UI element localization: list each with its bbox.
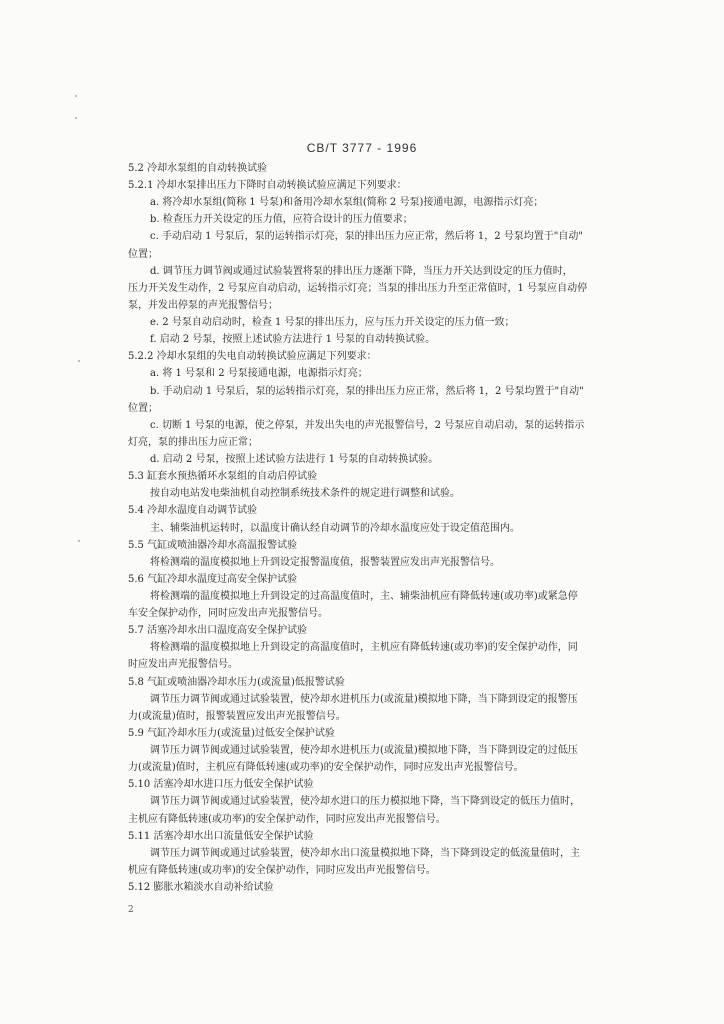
text-line: 5.11 活塞冷却水出口流量低安全保护试验 bbox=[128, 831, 314, 842]
text-line: 时应发出声光报警信号。 bbox=[128, 659, 238, 670]
text-line: 压力开关发生动作，2 号泵应自动启动，运转指示灯亮；当泵的排出压力升至正常值时，1 号泵应自动停 bbox=[128, 283, 588, 294]
text-line: d. 调节压力调节阀或通过试验装置将泵的排出压力逐渐下降，当压力开关达到设定的压力值时， bbox=[150, 266, 573, 277]
text-line: 5.2.2 冷却水泵组的失电自动转换试验应满足下列要求： bbox=[128, 351, 377, 362]
text-line: 5.4 冷却水温度自动调节试验 bbox=[128, 505, 258, 516]
text-line: 力(或流量)值时，主机应有降低转速(或功率)的安全保护动作，同时应发出声光报警信号。 bbox=[128, 762, 524, 773]
text-line: 5.8 气缸或喷油器冷却水压力(或流量)低报警试验 bbox=[128, 677, 345, 688]
text-line: 调节压力调节阀或通过试验装置，使冷却水出口流量模拟地下降，当下降到设定的低流量值时，主 bbox=[150, 848, 580, 859]
text-line: 5.7 活塞冷却水出口温度高安全保护试验 bbox=[128, 625, 308, 636]
binding-mark bbox=[75, 117, 77, 119]
text-line: 5.12 膨胀水箱淡水自动补给试验 bbox=[128, 882, 274, 893]
text-line: 机应有降低转速(或功率)的安全保护动作，同时应发出声光报警信号。 bbox=[128, 865, 436, 876]
text-line: 主机应有降低转速(或功率)的安全保护动作，同时应发出声光报警信号。 bbox=[128, 814, 446, 825]
text-line: 调节压力调节阀或通过试验装置，使冷却水进口的压力模拟地下降，当下降到设定的低压力值时， bbox=[150, 796, 580, 807]
text-line: 5.9 气缸冷却水压力(或流量)过低安全保护试验 bbox=[128, 728, 335, 739]
text-line: b. 手动启动 1 号泵后，泵的运转指示灯亮，泵的排出压力应正常，然后将 1，2 号泵均置于"自动" bbox=[150, 386, 584, 397]
text-line: c. 手动启动 1 号泵后，泵的运转指示灯亮，泵的排出压力应正常，然后将 1，2 号泵均置于"自动" bbox=[150, 231, 583, 242]
text-line: 将检测端的温度模拟地上升到设定的过高温度值时，主、辅柴油机应有降低转速(或功率)或紧急停 bbox=[150, 591, 578, 602]
text-line: 主、辅柴油机运转时，以温度计确认经自动调节的冷却水温度应处于设定值范围内。 bbox=[150, 523, 520, 534]
standard-header: CB/T 3777 - 1996 bbox=[306, 141, 418, 155]
text-line: b. 检查压力开关设定的压力值，应符合设计的压力值要求； bbox=[150, 214, 413, 225]
binding-mark bbox=[78, 540, 80, 542]
text-line: 将检测端的温度模拟地上升到设定的高温度值时，主机应有降低转速(或功率)的安全保护动作，同 bbox=[150, 642, 578, 653]
text-line: a. 将 1 号泵和 2 号泵接通电源，电源指示灯亮； bbox=[150, 368, 368, 379]
text-line: 5.5 气缸或喷油器冷却水高温报警试验 bbox=[128, 540, 298, 551]
text-line: a. 将冷却水泵组(简称 1 号泵)和备用冷却水泵组(简称 2 号泵)接通电源，电源指示灯亮； bbox=[150, 197, 544, 208]
text-line: 5.3 缸套水预热循环水泵组的自动启停试验 bbox=[128, 471, 318, 482]
text-line: 5.2 冷却水泵组的自动转换试验 bbox=[128, 163, 268, 174]
text-line: 5.6 气缸冷却水温度过高安全保护试验 bbox=[128, 574, 298, 585]
text-line: d. 启动 2 号泵，按照上述试验方法进行 1 号泵的自动转换试验。 bbox=[150, 454, 439, 465]
binding-mark bbox=[78, 360, 80, 362]
text-line: 5.10 活塞冷却水进口压力低安全保护试验 bbox=[128, 779, 314, 790]
text-line: 调节压力调节阀或通过试验装置，使冷却水进机压力(或流量)模拟地下降，当下降到设定的报警压 bbox=[150, 694, 578, 705]
binding-mark bbox=[75, 95, 77, 97]
text-line: e. 2 号泵自动启动时，检查 1 号泵的排出压力，应与压力开关设定的压力值一致； bbox=[150, 317, 515, 328]
text-line: 5.2.1 冷却水泵排出压力下降时自动转换试验应满足下列要求： bbox=[128, 180, 407, 191]
text-line: 调节压力调节阀或通过试验装置，使冷却水进机压力(或流量)模拟地下降，当下降到设定的过低压 bbox=[150, 745, 578, 756]
text-line: 位置； bbox=[128, 403, 158, 414]
text-line: f. 启动 2 号泵，按照上述试验方法进行 1 号泵的自动转换试验。 bbox=[150, 334, 436, 345]
text-line: c. 切断 1 号泵的电源，使之停泵，并发出失电的声光报警信号，2 号泵应自动启动，泵的运转指示 bbox=[150, 420, 585, 431]
page-number: 2 bbox=[128, 905, 134, 915]
text-line: 位置； bbox=[128, 249, 158, 260]
text-line: 力(或流量)值时，报警装置应发出声光报警信号。 bbox=[128, 711, 346, 722]
text-line: 车安全保护动作，同时应发出声光报警信号。 bbox=[128, 608, 328, 619]
text-line: 将检测端的温度模拟地上升到设定报警温度值，报警装置应发出声光报警信号。 bbox=[150, 557, 500, 568]
text-line: 灯亮，泵的排出压力应正常； bbox=[128, 437, 258, 448]
text-line: 泵，并发出停泵的声光报警信号； bbox=[128, 300, 278, 311]
text-line: 按自动电站发电柴油机自动控制系统技术条件的规定进行调整和试验。 bbox=[150, 488, 460, 499]
